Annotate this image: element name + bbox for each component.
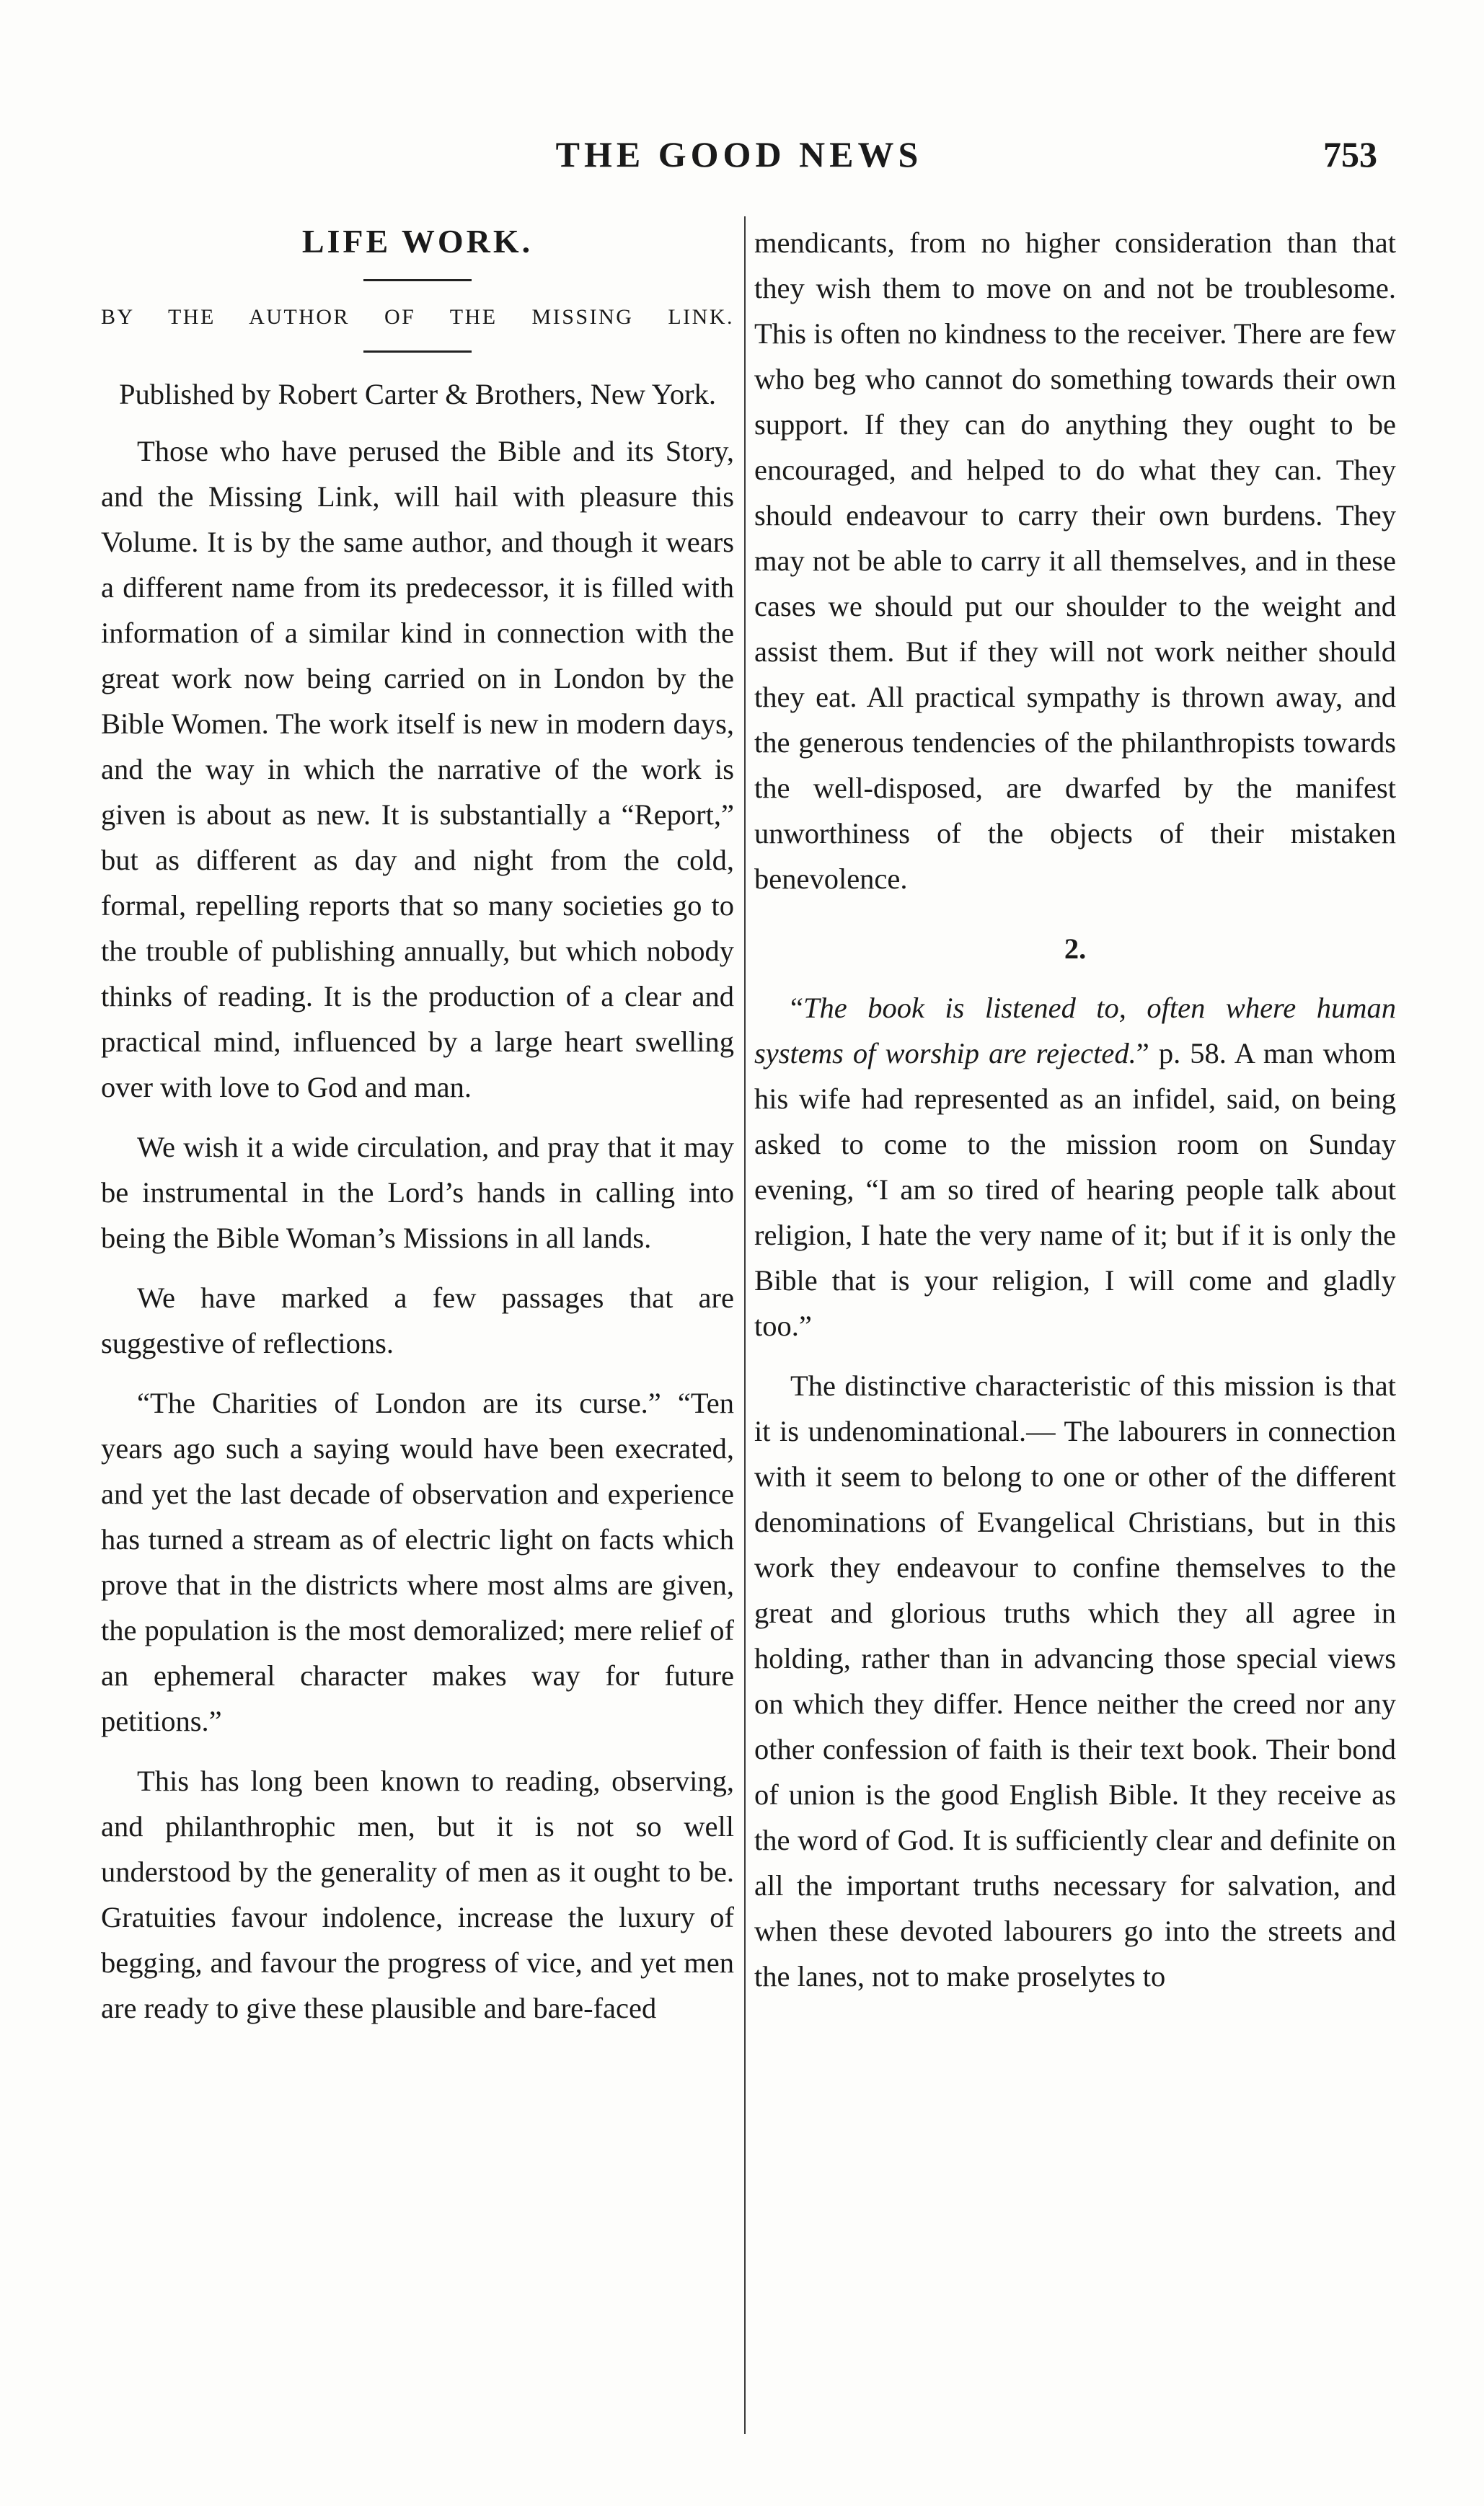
paragraph: This has long been known to reading, observing, and philanthrophic men, but it is not so well understood by the generality of men as it ought to be. Gratuities favour indolence, increase the luxury of begging, and favour the progress of vice, and yet men are ready to give these plausible and bare-faced: [101, 1765, 734, 2024]
paragraph: “The Charities of London are its curse.” “Ten years ago such a saying would have been execrated, and yet the last decade of observation and experience has turned a stream as of electric light on facts which prove that in the districts where most alms are given, the population is the most demoralized; mere relief of an ephemeral character makes way for future petitions.”: [101, 1387, 734, 1737]
publisher-note: Published by Robert Carter & Brothers, New York.: [119, 378, 716, 410]
section-number: 2.: [1064, 932, 1087, 965]
page-number: 753: [1323, 134, 1377, 175]
italic-quote: The book is listened to, often where human systems of worship are rejected.: [754, 992, 1396, 1069]
article-title: LIFE WORK.: [301, 223, 534, 260]
paragraph: The distinctive characteristic of this mission is that it is undenominational.— The labourers in connection with it seem to belong to one or other of the different denominations of Evangelical Christians, but in this work they endeavour to confine themselves to the great and glorious truths which they all agree in holding, rather than in advancing those special views on which they differ. Hence neither the creed nor any other confession of faith is their text book. Their bond of union is the good English Bible. It they receive as the word of God. It is sufficiently clear and definite on all the important truths necessary for salvation, and when these devoted labourers go into the streets and the lanes, not to make proselytes to: [754, 1369, 1396, 1993]
paragraph: We have marked a few passages that are suggestive of reflections.: [101, 1281, 734, 1359]
quote-commentary: ” p. 58. A man whom his wife had represented as an infidel, said, on being asked to come to the mission room on Sunday evening, “I am so tired of hearing people talk about religion, I hate the very name of it; but if it is only the Bible that is your religion, I will come and gladly too.”: [754, 1037, 1396, 1342]
running-title: THE GOOD NEWS: [555, 134, 923, 175]
column-divider: [744, 216, 746, 2434]
left-column: [101, 220, 734, 2463]
quoted-passage: [754, 985, 1396, 1349]
running-head: [101, 133, 1377, 191]
paragraph: Those who have perused the Bible and its Story, and the Missing Link, will hail with pleasure this Volume. It is by the same author, and though it wears a different name from its predecessor, it is filled with information of a similar kind in connection with the great work now being carried on in London by the Bible Women. The work itself is new in modern days, and the way in which the narrative of the work is given is about as new. It is substantially a “Report,” but as different as day and night from the cold, formal, repelling reports that so many societies go to the trouble of publishing annually, but which nobody thinks of reading. It is the production of a clear and practical mind, influenced by a large heart swelling over with love to God and man.: [101, 435, 734, 1103]
title-rule: [363, 279, 472, 281]
paragraph: We wish it a wide circulation, and pray that it may be instrumental in the Lord’s hands in calling into being the Bible Woman’s Missions in all lands.: [101, 1131, 734, 1254]
paragraph-continued: mendicants, from no higher consideration than that they wish them to move on and not be troublesome. This is often no kindness to the receiver. There are few who beg who cannot do something towards their own support. If they can do anything they ought to be encouraged, and helped to do what they can. They should endeavour to carry their own burdens. They may not be able to carry it all themselves, and in these cases we should put our shoulder to the weight and assist them. But if they will not work neither should they eat. All practical sympathy is thrown away, and the generous tendencies of the philanthropists towards the well-disposed, are dwarfed by the manifest unworthiness of the objects of their mistaken benevolence.: [754, 226, 1396, 895]
byline: BY THE AUTHOR OF THE MISSING LINK.: [101, 305, 734, 329]
right-column: [754, 220, 1396, 2463]
quote-open-mark: “: [790, 992, 803, 1024]
byline-rule: [363, 350, 472, 353]
